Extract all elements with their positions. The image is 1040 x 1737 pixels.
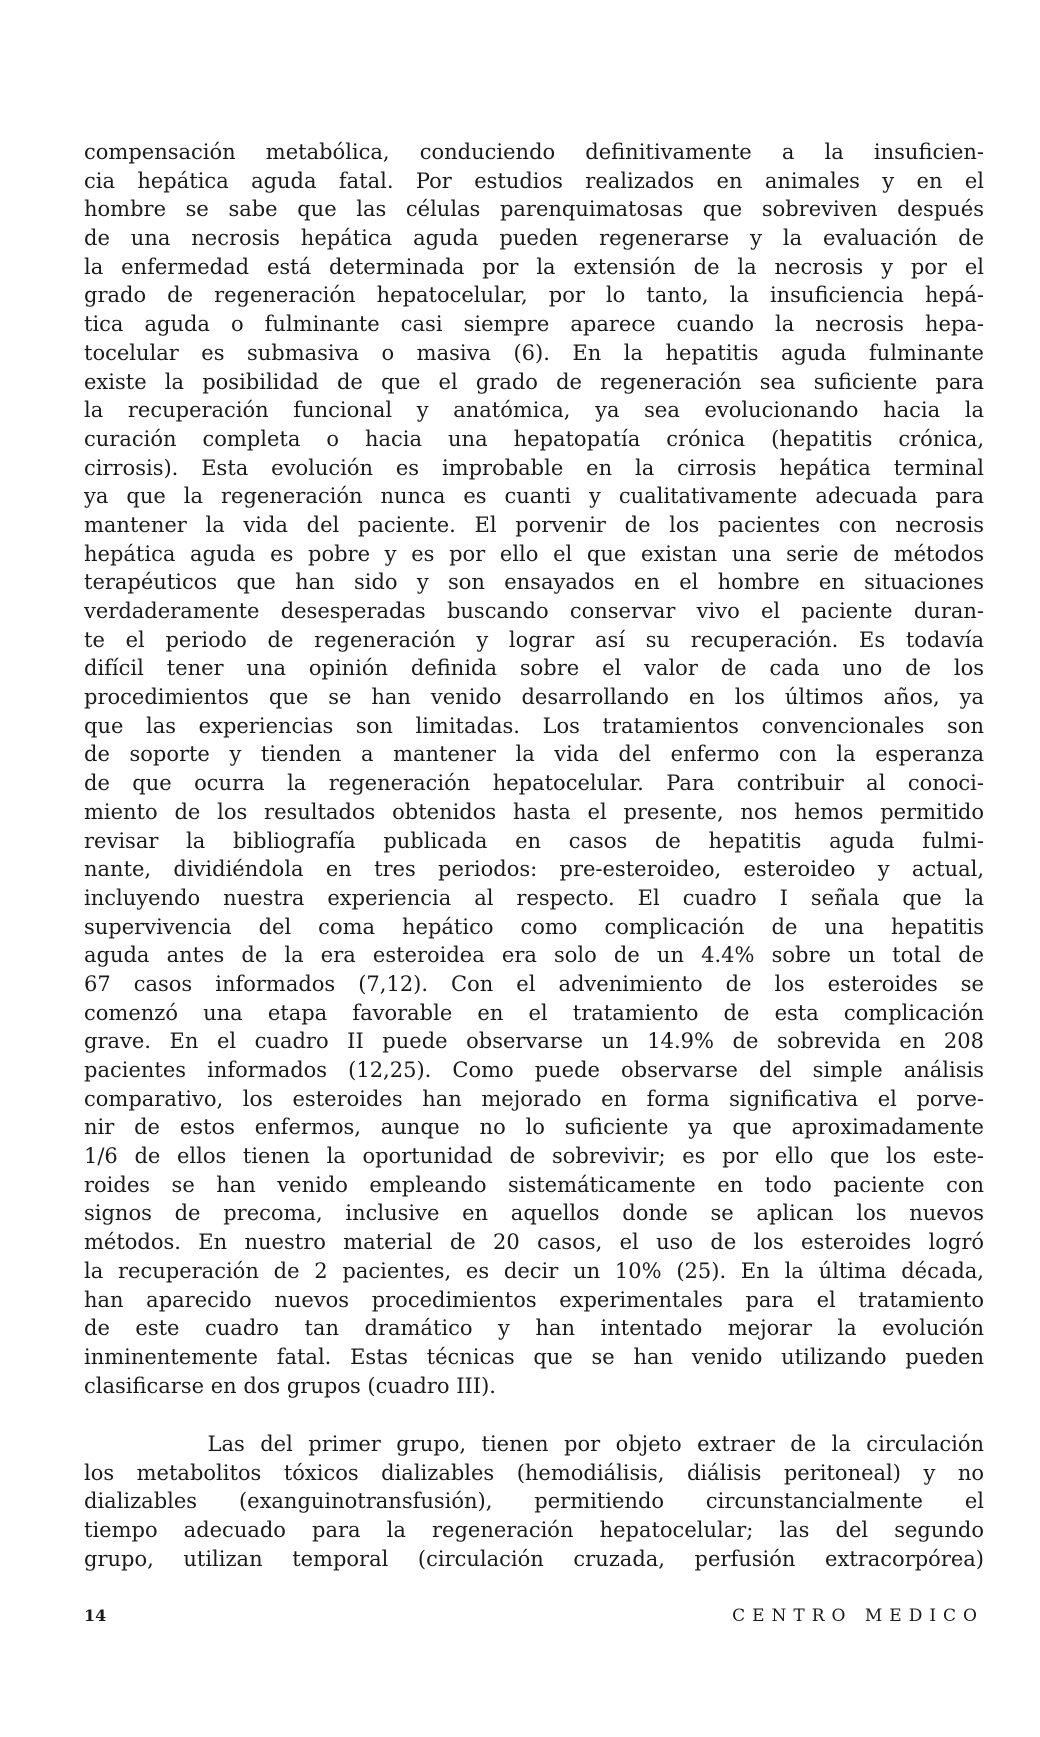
text-line: tiempo adecuado para la regeneración hepatocelular; las del segundo: [84, 1518, 984, 1543]
text-line: la recuperación funcional y anatómica, ya sea evolucionando hacia la: [84, 398, 984, 423]
text-line: clasificarse en dos grupos (cuadro III).: [84, 1373, 496, 1398]
text-line: 67 casos informados (7,12). Con el advenimiento de los esteroides se: [84, 971, 984, 996]
text-line: procedimientos que se han venido desarrollando en los últimos años, ya: [84, 685, 984, 710]
text-line: la recuperación de 2 pacientes, es decir un 10% (25). En la última década,: [84, 1258, 984, 1283]
paragraph-2: [84, 1430, 984, 1573]
text-line: han aparecido nuevos procedimientos experimentales para el tratamiento: [84, 1287, 984, 1312]
text-line: terapéuticos que han sido y son ensayados en el hombre en situaciones: [84, 570, 984, 595]
text-line: verdaderamente desesperadas buscando conservar vivo el paciente duran-: [84, 599, 984, 623]
text-line: Las del primer grupo, tienen por objeto extraer de la circulación: [84, 1432, 984, 1456]
text-line: de este cuadro tan dramático y han intentado mejorar la evolución: [84, 1316, 984, 1341]
text-line: la enfermedad está determinada por la extensión de la necrosis y por el: [84, 254, 984, 279]
text-line: comenzó una etapa favorable en el tratamiento de esta complicación: [84, 1000, 984, 1025]
text-line: compensación metabólica, conduciendo definitivamente a la insuficien-: [84, 140, 984, 164]
text-line: miento de los resultados obtenidos hasta el presente, nos hemos permitido: [84, 799, 984, 824]
paragraph-1: [84, 138, 984, 1400]
text-line: revisar la bibliografía publicada en casos de hepatitis aguda fulmi-: [84, 828, 984, 853]
text-line: los metabolitos tóxicos dializables (hemodiálisis, diálisis peritoneal) y no: [84, 1460, 984, 1485]
text-line: pacientes informados (12,25). Como puede observarse del simple análisis: [84, 1058, 984, 1082]
text-line: nir de estos enfermos, aunque no lo suficiente ya que aproximadamente: [84, 1115, 984, 1140]
text-line: métodos. En nuestro material de 20 casos, el uso de los esteroides logró: [84, 1230, 984, 1255]
text-line: 1/6 de ellos tienen la oportunidad de sobrevivir; es por ello que los este-: [84, 1144, 984, 1169]
text-line: cirrosis). Esta evolución es improbable en la cirrosis hepática terminal: [84, 455, 984, 480]
text-line: tica aguda o fulminante casi siempre aparece cuando la necrosis hepa-: [84, 312, 984, 337]
text-line: de soporte y tienden a mantener la vida del enfermo con la esperanza: [84, 742, 984, 767]
text-line: aguda antes de la era esteroidea era solo de un 4.4% sobre un total de: [84, 943, 984, 968]
page-footer: [84, 1606, 984, 1630]
text-line: de una necrosis hepática aguda pueden regenerarse y la evaluación de: [84, 226, 984, 251]
text-line: mantener la vida del paciente. El porvenir de los pacientes con necrosis: [84, 512, 984, 537]
text-line: grado de regeneración hepatocelular, por lo tanto, la insuficiencia hepá-: [84, 283, 984, 308]
text-line: grave. En el cuadro II puede observarse un 14.9% de sobrevida en 208: [84, 1029, 984, 1054]
text-line: tocelular es submasiva o masiva (6). En la hepatitis aguda fulminante: [84, 340, 984, 365]
text-line: cia hepática aguda fatal. Por estudios realizados en animales y en el: [84, 168, 984, 193]
text-line: ya que la regeneración nunca es cuanti y cualitativamente adecuada para: [84, 484, 984, 509]
text-line: curación completa o hacia una hepatopatía crónica (hepatitis crónica,: [84, 426, 984, 451]
text-line: inminentemente fatal. Estas técnicas que se han venido utilizando pueden: [84, 1344, 984, 1369]
text-line: hombre se sabe que las células parenquimatosas que sobreviven después: [84, 197, 984, 222]
text-line: comparativo, los esteroides han mejorado en forma significativa el porve-: [84, 1086, 984, 1111]
journal-name: CENTRO MEDICO: [732, 1606, 984, 1626]
text-line: existe la posibilidad de que el grado de regeneración sea suficiente para: [84, 369, 984, 394]
text-line: nante, dividiéndola en tres periodos: pre-esteroideo, esteroideo y actual,: [84, 857, 984, 882]
text-line: supervivencia del coma hepático como complicación de una hepatitis: [84, 914, 984, 939]
text-line: incluyendo nuestra experiencia al respecto. El cuadro I señala que la: [84, 885, 984, 910]
text-line: de que ocurra la regeneración hepatocelular. Para contribuir al conoci-: [84, 771, 984, 796]
text-line: difícil tener una opinión definida sobre el valor de cada uno de los: [84, 656, 984, 681]
text-line: te el periodo de regeneración y lograr así su recuperación. Es todavía: [84, 627, 984, 652]
text-line: signos de precoma, inclusive en aquellos donde se aplican los nuevos: [84, 1201, 984, 1226]
page-number: 14: [84, 1606, 107, 1625]
text-line: que las experiencias son limitadas. Los tratamientos convencionales son: [84, 713, 984, 738]
text-line: dializables (exanguinotransfusión), permitiendo circunstancialmente el: [84, 1489, 984, 1514]
text-line: roides se han venido empleando sistemáticamente en todo paciente con: [84, 1172, 984, 1197]
text-line: hepática aguda es pobre y es por ello el que existan una serie de métodos: [84, 541, 984, 566]
text-line: grupo, utilizan temporal (circulación cruzada, perfusión extracorpórea): [84, 1546, 984, 1571]
